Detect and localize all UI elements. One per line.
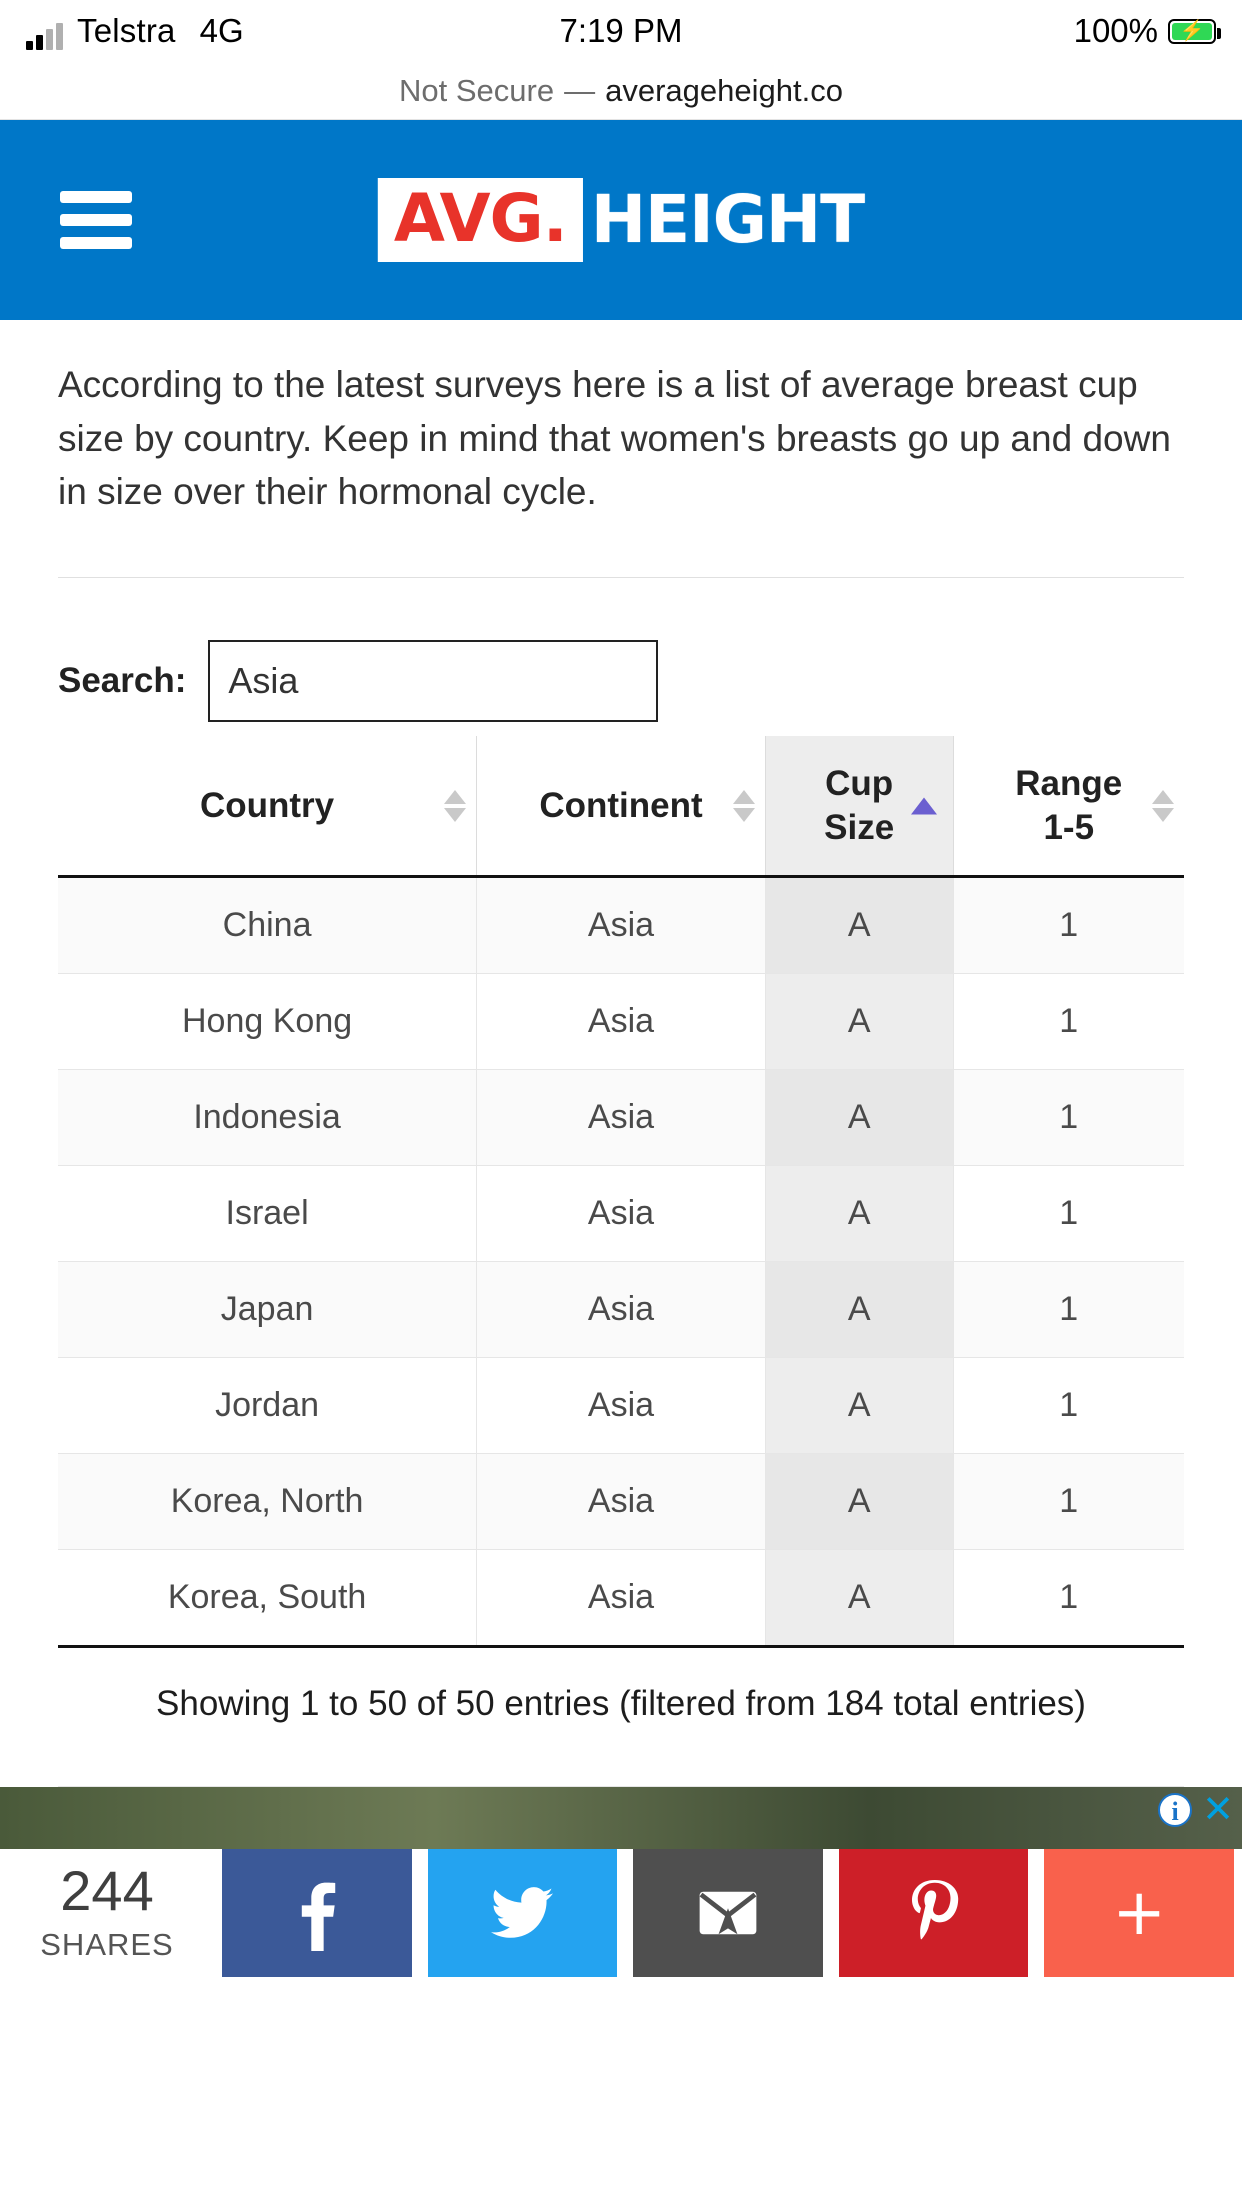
share-button-pinterest[interactable] (839, 1849, 1029, 1977)
sort-arrows-icon[interactable] (444, 790, 466, 822)
intro-paragraph: According to the latest surveys here is a list of average breast cup size by country. Keep in mind that women's breasts go up and down in size over their hormonal cycle. (58, 364, 1171, 513)
cell-range: 1 (953, 1070, 1184, 1166)
cell-country: Jordan (58, 1358, 477, 1454)
page-content (0, 320, 1242, 1787)
cell-continent: Asia (477, 974, 766, 1070)
column-header-continent-label: Continent (539, 785, 703, 825)
cell-country: Korea, South (58, 1550, 477, 1647)
not-secure-label: Not Secure (399, 72, 555, 108)
search-row (58, 640, 1184, 722)
cell-range: 1 (953, 1550, 1184, 1647)
divider-top (58, 577, 1184, 578)
column-header-country[interactable] (58, 736, 477, 877)
sort-arrows-icon[interactable] (733, 790, 755, 822)
cell-country: Japan (58, 1262, 477, 1358)
share-count-number: 244 (60, 1859, 154, 1923)
pinterest-icon (909, 1880, 959, 1946)
column-header-continent[interactable] (477, 736, 766, 877)
column-header-country-label: Country (199, 785, 335, 825)
cell-range: 1 (953, 877, 1184, 974)
info-icon[interactable]: i (1158, 1793, 1192, 1827)
site-header (0, 120, 1242, 320)
table-row[interactable] (58, 974, 1184, 1070)
table-row[interactable] (58, 1358, 1184, 1454)
ios-status-bar (0, 0, 1242, 62)
cell-cup-size: A (765, 1358, 953, 1454)
battery-percent-label: 100% (1073, 12, 1158, 49)
cell-continent: Asia (477, 1262, 766, 1358)
share-button-mail[interactable] (633, 1849, 823, 1977)
table-header-row (58, 736, 1184, 877)
cell-country: Indonesia (58, 1070, 477, 1166)
table-row[interactable] (58, 1454, 1184, 1550)
search-input[interactable] (208, 640, 658, 722)
share-button-twitter[interactable] (428, 1849, 618, 1977)
cell-continent: Asia (477, 1550, 766, 1647)
carrier-label: Telstra (77, 12, 176, 49)
cell-country: Korea, North (58, 1454, 477, 1550)
logo-avg-text: AVG. (378, 178, 583, 262)
share-bar (0, 1849, 1242, 1977)
table-row[interactable] (58, 1550, 1184, 1647)
share-count (0, 1849, 214, 1977)
sort-arrows-icon[interactable] (1152, 790, 1174, 822)
data-table (58, 736, 1184, 1649)
cell-range: 1 (953, 1358, 1184, 1454)
cell-continent: Asia (477, 1454, 766, 1550)
site-logo[interactable] (378, 178, 864, 262)
column-header-range-line1: Range (1015, 763, 1123, 803)
browser-url-bar[interactable] (0, 62, 1242, 120)
cell-country: Hong Kong (58, 974, 477, 1070)
cell-cup-size: A (765, 1070, 953, 1166)
facebook-icon (294, 1875, 340, 1951)
cell-cup-size: A (765, 1550, 953, 1647)
cell-country: Israel (58, 1166, 477, 1262)
table-row[interactable] (58, 1070, 1184, 1166)
share-count-label: SHARES (40, 1927, 174, 1963)
table-row[interactable] (58, 1262, 1184, 1358)
search-label: Search: (58, 660, 187, 700)
network-type-label: 4G (199, 12, 244, 49)
table-info-label: Showing 1 to 50 of 50 entries (filtered from 184 total entries) (156, 1684, 1086, 1724)
column-header-cup-size-line2: Size (824, 807, 895, 847)
mail-icon (697, 1887, 759, 1939)
clock-label: 7:19 PM (559, 12, 683, 49)
plus-icon: + (1112, 1876, 1166, 1951)
share-button-facebook[interactable] (222, 1849, 412, 1977)
cell-continent: Asia (477, 1358, 766, 1454)
cell-range: 1 (953, 1166, 1184, 1262)
cell-range: 1 (953, 1454, 1184, 1550)
twitter-icon (491, 1887, 553, 1939)
share-button-more[interactable] (1044, 1849, 1234, 1977)
cell-continent: Asia (477, 877, 766, 974)
column-header-range[interactable] (953, 736, 1184, 877)
cell-cup-size: A (765, 974, 953, 1070)
battery-icon: ⚡ (1168, 19, 1216, 44)
close-icon[interactable]: ✕ (1202, 1789, 1234, 1832)
url-separator: — (564, 72, 596, 108)
url-host-label: averageheight.co (605, 72, 843, 108)
table-row[interactable] (58, 877, 1184, 974)
cell-range: 1 (953, 974, 1184, 1070)
cell-continent: Asia (477, 1070, 766, 1166)
column-header-cup-size[interactable] (765, 736, 953, 877)
table-body (58, 877, 1184, 1647)
cell-cup-size: A (765, 1262, 953, 1358)
logo-height-text: HEIGHT (590, 181, 865, 258)
hamburger-menu-icon[interactable] (60, 191, 132, 249)
cell-continent: Asia (477, 1166, 766, 1262)
cell-cup-size: A (765, 877, 953, 974)
column-header-cup-size-line1: Cup (825, 763, 894, 803)
cell-cup-size: A (765, 1166, 953, 1262)
cell-cup-size: A (765, 1454, 953, 1550)
column-header-range-line2: 1-5 (1043, 807, 1095, 847)
sort-ascending-icon[interactable] (911, 797, 937, 814)
table-row[interactable] (58, 1166, 1184, 1262)
cell-country: China (58, 877, 477, 974)
advertisement-banner[interactable] (0, 1787, 1242, 1849)
ad-controls (1158, 1789, 1234, 1832)
cell-range: 1 (953, 1262, 1184, 1358)
